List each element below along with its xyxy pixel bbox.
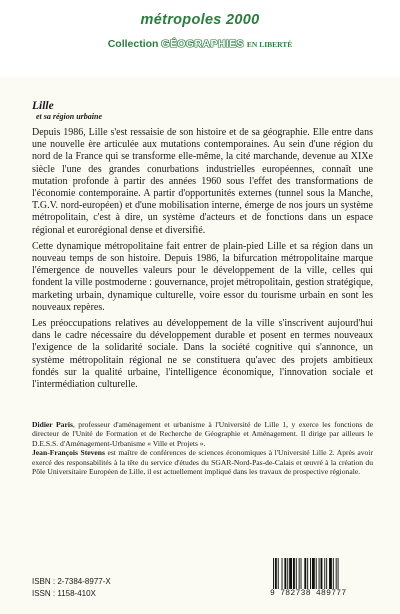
author-name: Didier Paris: [32, 420, 73, 429]
author-bios: [32, 420, 373, 476]
description-paragraph: Depuis 1986, Lille s'est ressaisie de son histoire et de sa géographie. Elle entre dans une nouvelle ère articulée aux mutations contemporaines. Au sein d'une région du nord de la France qui se transforme elle-même, la cité marchande, devenue au XIXe siècle l'une des grandes conurbations industrielles européennes, connaît une mutation profonde à partir des années 1960 sous l'effet des transformations de l'économie contemporaine. A partir d'opportunités externes (tunnel sous la Manche, T.G.V. nord-européen) et d'une mobilisation interne, émerge de nos jours un système métropolitain, c'est à dire, un système d'acteurs et de fonctions dans un espace régional et eurorégional dense et diversifié.: [32, 127, 373, 236]
author-bio: [32, 448, 373, 476]
book-subtitle: et sa région urbaine: [36, 112, 103, 121]
issn-number: ISSN : 1158-410X: [32, 589, 96, 598]
series-title: métropoles 2000: [140, 12, 260, 28]
barcode: [271, 558, 371, 606]
description-paragraph: Les préoccupations relatives au développement de la ville s'inscrivent aujourd'hui dans le cadre nécessaire du développement durable et posent en termes nouveaux l'exigence de la solidarité sociale. Dans la société cognitive qui s'annonce, un système métropolitain régional ne se constituera qu'avec des projets ambitieux fondés sur la qualité urbaine, l'intelligence économique, l'innovation sociale et l'intermédiation culturelle.: [32, 318, 373, 391]
description-paragraph: Cette dynamique métropolitaine fait entrer de plain-pied Lille et sa région dans un nouveau temps de son histoire. Depuis 1986, la bifurcation métropolitaine marque l'émergence de nouvelles valeurs pour le développement de la ville, celles qui fondent la ville postmoderne : gouvernance, projet métropolitain, gestion stratégique, marketing urbain, dynamique culturelle, voire essor du tourisme urbain en sont les nouveaux repères.: [32, 240, 374, 313]
author-bio-text: , professeur d'aménagement et urbanisme à l'Université de Lille 1, y exerce les fonctions de directeur de l'Unité de Formation et de Recherche de Géographie et Aménagement. Il dirige par ailleurs le D.E.S.S. d'Aménagement-Urbanisme « Ville et Projets ».: [32, 420, 373, 448]
author-name: Jean-François Stevens: [32, 448, 105, 458]
collection-name: GÉOGRAPHIES: [161, 38, 244, 50]
author-bio-text: est maître de conférences de sciences économiques à l'Université Lille 2. Après avoir exercé des responsabilités à la tête du service d'études du SGAR-Nord-Pas-de-Calais et œuvré à la création du Pôle Universitaire Européen de Lille, il est actuellement impliqué dans les travaux de prospective régionale.: [32, 448, 373, 477]
isbn-block: [32, 576, 111, 600]
author-bio: [32, 420, 373, 448]
collection-prefix: Collection: [107, 38, 159, 50]
description-text: [32, 127, 373, 395]
collection-suffix: EN LIBERTÉ: [246, 40, 293, 49]
barcode-digits: 9 782738 489777: [268, 589, 378, 598]
collection-line: [0, 38, 400, 50]
book-title: Lille: [32, 100, 54, 112]
isbn-number: ISBN : 2-7384-8977-X: [32, 577, 111, 586]
